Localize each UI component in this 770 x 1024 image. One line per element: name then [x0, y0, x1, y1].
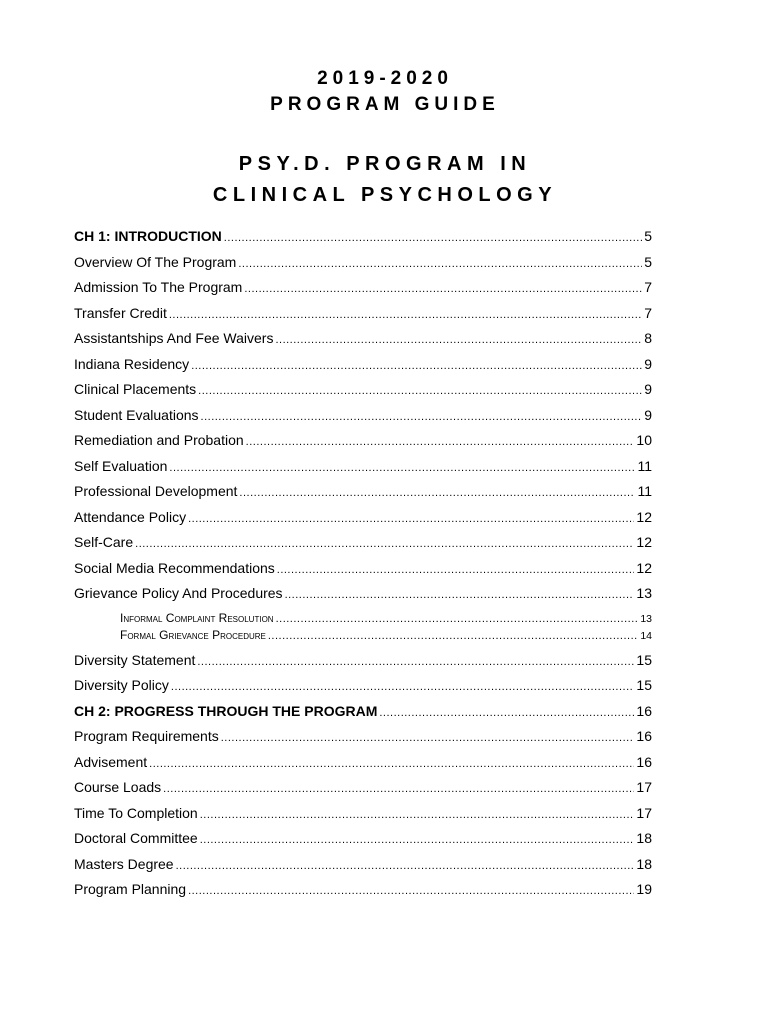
- toc-entry: [74, 530, 652, 556]
- toc-page-number: 12: [636, 508, 652, 525]
- toc-entry: [74, 479, 652, 505]
- toc-entry-label: Doctoral Committee: [74, 830, 198, 846]
- toc-entry-label: CH 2: PROGRESS THROUGH THE PROGRAM: [74, 702, 378, 719]
- toc-leader-dots: [379, 701, 634, 725]
- toc-entry: [74, 505, 652, 531]
- toc-leader-dots: [171, 675, 635, 699]
- toc-page-number: 15: [636, 651, 652, 668]
- toc-entry: [74, 428, 652, 454]
- toc-leader-dots: [188, 879, 634, 903]
- toc-leader-dots: [244, 277, 642, 301]
- toc-entry-label: Professional Development: [74, 483, 238, 499]
- toc-entry: [74, 326, 652, 352]
- toc-entry: [74, 673, 652, 699]
- toc-entry-label: Formal Grievance Procedure: [120, 627, 266, 642]
- toc-page-number: 11: [637, 483, 652, 499]
- toc-entry: [74, 275, 652, 301]
- toc-entry-label: Time To Completion: [74, 804, 198, 821]
- toc-entry-label: CH 1: INTRODUCTION: [74, 228, 222, 244]
- toc-leader-dots: [277, 558, 635, 582]
- toc-leader-dots: [238, 252, 642, 276]
- toc-page-number: 13: [636, 585, 652, 601]
- guide-title: [0, 66, 770, 118]
- toc-page-number: 13: [640, 612, 652, 625]
- program-title-line1: PSY.D. PROGRAM IN: [238, 153, 532, 175]
- toc-page-number: 8: [644, 330, 652, 346]
- toc-entry-label: Attendance Policy: [74, 508, 187, 525]
- toc-entry: [74, 454, 652, 480]
- toc-entry-label: Program Planning: [74, 881, 187, 897]
- toc-page-number: 12: [636, 534, 652, 550]
- toc-entry-label: Overview Of The Program: [74, 253, 237, 270]
- toc-page-number: 17: [636, 779, 652, 795]
- toc-entry-label: Self-Care: [74, 534, 134, 550]
- toc-leader-dots: [246, 430, 635, 454]
- toc-entry-label: Assistantships And Fee Waivers: [74, 330, 274, 346]
- toc-leader-dots: [135, 532, 634, 556]
- toc-page-number: 12: [636, 559, 652, 576]
- toc-leader-dots: [268, 628, 638, 644]
- toc-entry-label: Advisement: [74, 753, 148, 770]
- toc-leader-dots: [224, 226, 642, 250]
- toc-entry-label: Student Evaluations: [74, 406, 199, 423]
- toc-entry: [74, 826, 652, 852]
- toc-entry: [74, 877, 652, 903]
- toc-entry: [74, 301, 652, 327]
- toc-leader-dots: [188, 507, 634, 531]
- toc-page-number: 5: [644, 228, 652, 244]
- toc-leader-dots: [200, 803, 635, 827]
- toc-entry-label: Admission To The Program: [74, 279, 243, 295]
- toc-leader-dots: [201, 405, 643, 429]
- toc-entry: [74, 724, 652, 750]
- toc-entry: [74, 801, 652, 827]
- toc-entry: [74, 403, 652, 429]
- toc-page-number: 9: [644, 406, 652, 423]
- toc-chapter: [74, 699, 652, 725]
- toc-entry-label: Program Requirements: [74, 728, 219, 744]
- toc-leader-dots: [197, 650, 634, 674]
- toc-entry-label: Diversity Statement: [74, 651, 196, 668]
- title-year: 2019-2020: [317, 68, 453, 89]
- toc-leader-dots: [221, 726, 635, 750]
- toc-page-number: 7: [644, 304, 652, 321]
- toc-entry: [74, 250, 652, 276]
- toc-entry-label: Masters Degree: [74, 855, 174, 872]
- toc-entry: [74, 581, 652, 607]
- toc-leader-dots: [169, 303, 642, 327]
- toc-entry: [74, 750, 652, 776]
- toc-entry: [74, 775, 652, 801]
- toc-page-number: 19: [636, 881, 652, 897]
- toc-leader-dots: [149, 752, 634, 776]
- toc-entry: [74, 648, 652, 674]
- toc-leader-dots: [275, 328, 642, 352]
- toc-page-number: 16: [636, 753, 652, 770]
- title-guide: PROGRAM GUIDE: [270, 94, 500, 115]
- toc-entry: [74, 352, 652, 378]
- toc-leader-dots: [169, 456, 635, 480]
- toc-page-number: 16: [636, 702, 652, 719]
- toc-page-number: 16: [636, 728, 652, 744]
- program-title-line2: CLINICAL PSYCHOLOGY: [212, 184, 558, 206]
- toc-entry-label: Diversity Policy: [74, 677, 169, 693]
- toc-page-number: 11: [637, 457, 652, 474]
- toc-leader-dots: [176, 854, 635, 878]
- toc-chapter: [74, 224, 652, 250]
- toc-page-number: 9: [644, 355, 652, 372]
- toc-leader-dots: [200, 828, 635, 852]
- toc-leader-dots: [276, 611, 639, 627]
- toc-page-number: 10: [636, 432, 652, 448]
- toc-page-number: 18: [636, 830, 652, 846]
- toc-leader-dots: [198, 379, 642, 403]
- toc-leader-dots: [163, 777, 634, 801]
- toc-page-number: 18: [636, 855, 652, 872]
- toc-page-number: 17: [636, 804, 652, 821]
- table-of-contents: [74, 224, 652, 903]
- toc-entry-label: Clinical Placements: [74, 381, 197, 397]
- toc-entry-label: Course Loads: [74, 779, 162, 795]
- toc-page-number: 9: [644, 381, 652, 397]
- toc-entry-label: Indiana Residency: [74, 355, 190, 372]
- toc-leader-dots: [239, 481, 635, 505]
- toc-entry: [74, 852, 652, 878]
- toc-entry-label: Transfer Credit: [74, 304, 167, 321]
- toc-entry-label: Self Evaluation: [74, 457, 168, 474]
- toc-leader-dots: [191, 354, 642, 378]
- toc-entry-label: Remediation and Probation: [74, 432, 244, 448]
- toc-page-number: 15: [636, 677, 652, 693]
- toc-subentry: [74, 627, 652, 644]
- program-title: [0, 149, 770, 211]
- toc-entry-label: Social Media Recommendations: [74, 559, 275, 576]
- toc-entry-label: Grievance Policy And Procedures: [74, 585, 283, 601]
- toc-entry: [74, 556, 652, 582]
- toc-page-number: 7: [644, 279, 652, 295]
- toc-entry-label: Informal Complaint Resolution: [120, 610, 274, 625]
- toc-subentry: [74, 610, 652, 627]
- toc-page-number: 5: [644, 253, 652, 270]
- toc-leader-dots: [285, 583, 635, 607]
- toc-entry: [74, 377, 652, 403]
- toc-page-number: 14: [640, 629, 652, 642]
